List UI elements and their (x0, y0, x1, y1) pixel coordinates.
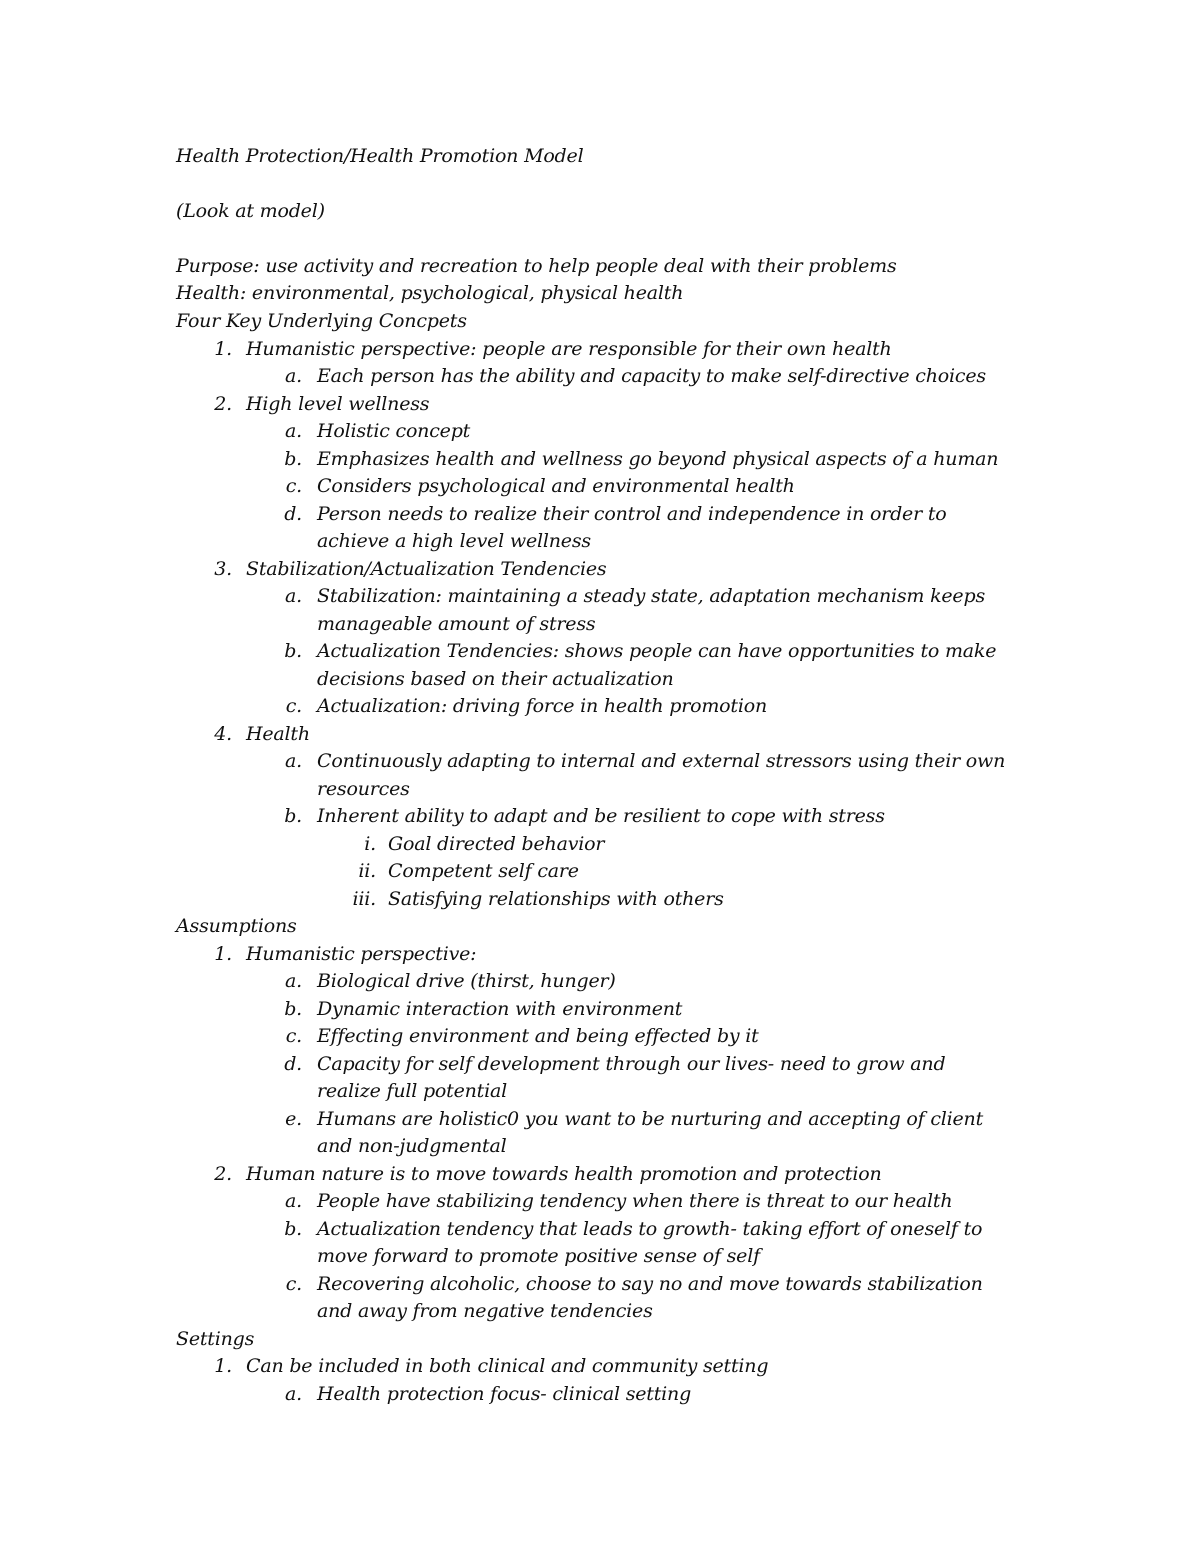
sub-item-continued: resources (317, 778, 410, 800)
roman-marker: iii. (352, 888, 376, 910)
list-marker: 1. (214, 338, 232, 360)
sub-marker: a. (285, 1383, 302, 1405)
sub-item: Each person has the ability and capacity to make self-directive choices (317, 365, 986, 387)
sub-item: Continuously adapting to internal and external stressors using their own (317, 750, 1006, 772)
sub-item: Actualization Tendencies: shows people can have opportunities to make (317, 640, 997, 662)
list-item: Humanistic perspective: people are responsible for their own health (246, 338, 892, 360)
sub-item: Actualization tendency that leads to growth- taking effort of oneself to (317, 1218, 983, 1240)
sub-item-continued: decisions based on their actualization (317, 668, 674, 690)
sub-marker: a. (285, 420, 302, 442)
sub-marker: c. (285, 1273, 302, 1295)
sub-marker: a. (285, 1190, 302, 1212)
list-marker: 1. (214, 1355, 232, 1377)
list-marker: 1. (214, 943, 232, 965)
concepts-heading: Four Key Underlying Concpets (176, 310, 467, 332)
sub-marker: a. (285, 750, 302, 772)
list-item: Stabilization/Actualization Tendencies (246, 558, 607, 580)
health-line: Health: environmental, psychological, physical health (176, 282, 684, 304)
sub-item: Inherent ability to adapt and be resilient to cope with stress (317, 805, 885, 827)
sub-item: Actualization: driving force in health promotion (317, 695, 768, 717)
sub-item: Holistic concept (317, 420, 471, 442)
sub-marker: a. (285, 365, 302, 387)
sub-marker: b. (284, 1218, 302, 1240)
document-title: Health Protection/Health Promotion Model (176, 145, 584, 167)
sub-item: Stabilization: maintaining a steady state, adaptation mechanism keeps (317, 585, 985, 607)
sub-item-continued: move forward to promote positive sense of self (317, 1245, 760, 1267)
sub-marker: e. (285, 1108, 302, 1130)
sub-item: Person needs to realize their control and independence in order to (317, 503, 947, 525)
sub-marker: b. (284, 805, 302, 827)
sub-item: Considers psychological and environmental health (317, 475, 795, 497)
roman-item: Competent self care (388, 860, 579, 882)
sub-marker: c. (285, 1025, 302, 1047)
sub-marker: a. (285, 585, 302, 607)
list-item: Health (246, 723, 310, 745)
list-marker: 2. (214, 393, 232, 415)
sub-item-continued: manageable amount of stress (317, 613, 596, 635)
sub-marker: d. (284, 503, 302, 525)
roman-item: Goal directed behavior (388, 833, 605, 855)
purpose-line: Purpose: use activity and recreation to help people deal with their problems (176, 255, 897, 277)
sub-marker: b. (284, 448, 302, 470)
sub-item-continued: realize full potential (317, 1080, 507, 1102)
list-marker: 3. (214, 558, 232, 580)
roman-marker: i. (364, 833, 376, 855)
sub-item: Humans are holistic0 you want to be nurturing and accepting of client (317, 1108, 984, 1130)
sub-marker: b. (284, 640, 302, 662)
model-note: (Look at model) (176, 200, 325, 222)
list-item: Can be included in both clinical and community setting (246, 1355, 769, 1377)
list-item: Humanistic perspective: (246, 943, 477, 965)
sub-marker: b. (284, 998, 302, 1020)
assumptions-heading: Assumptions (176, 915, 297, 937)
sub-marker: d. (284, 1053, 302, 1075)
sub-item: Capacity for self development through our lives- need to grow and (317, 1053, 946, 1075)
sub-item: Dynamic interaction with environment (317, 998, 683, 1020)
sub-item: People have stabilizing tendency when there is threat to our health (317, 1190, 953, 1212)
list-item: High level wellness (246, 393, 430, 415)
sub-marker: c. (285, 695, 302, 717)
roman-marker: ii. (358, 860, 376, 882)
sub-item: Health protection focus- clinical setting (317, 1383, 692, 1405)
list-marker: 4. (214, 723, 232, 745)
sub-item: Recovering alcoholic, choose to say no and move towards stabilization (317, 1273, 983, 1295)
sub-item: Emphasizes health and wellness go beyond physical aspects of a human (317, 448, 999, 470)
sub-marker: c. (285, 475, 302, 497)
list-marker: 2. (214, 1163, 232, 1185)
settings-heading: Settings (176, 1328, 255, 1350)
sub-item-continued: and non-judgmental (317, 1135, 507, 1157)
roman-item: Satisfying relationships with others (388, 888, 724, 910)
sub-item: Effecting environment and being effected by it (317, 1025, 759, 1047)
list-item: Human nature is to move towards health promotion and protection (246, 1163, 882, 1185)
sub-item-continued: and away from negative tendencies (317, 1300, 653, 1322)
sub-item: Biological drive (thirst, hunger) (317, 970, 616, 992)
sub-item-continued: achieve a high level wellness (317, 530, 591, 552)
sub-marker: a. (285, 970, 302, 992)
